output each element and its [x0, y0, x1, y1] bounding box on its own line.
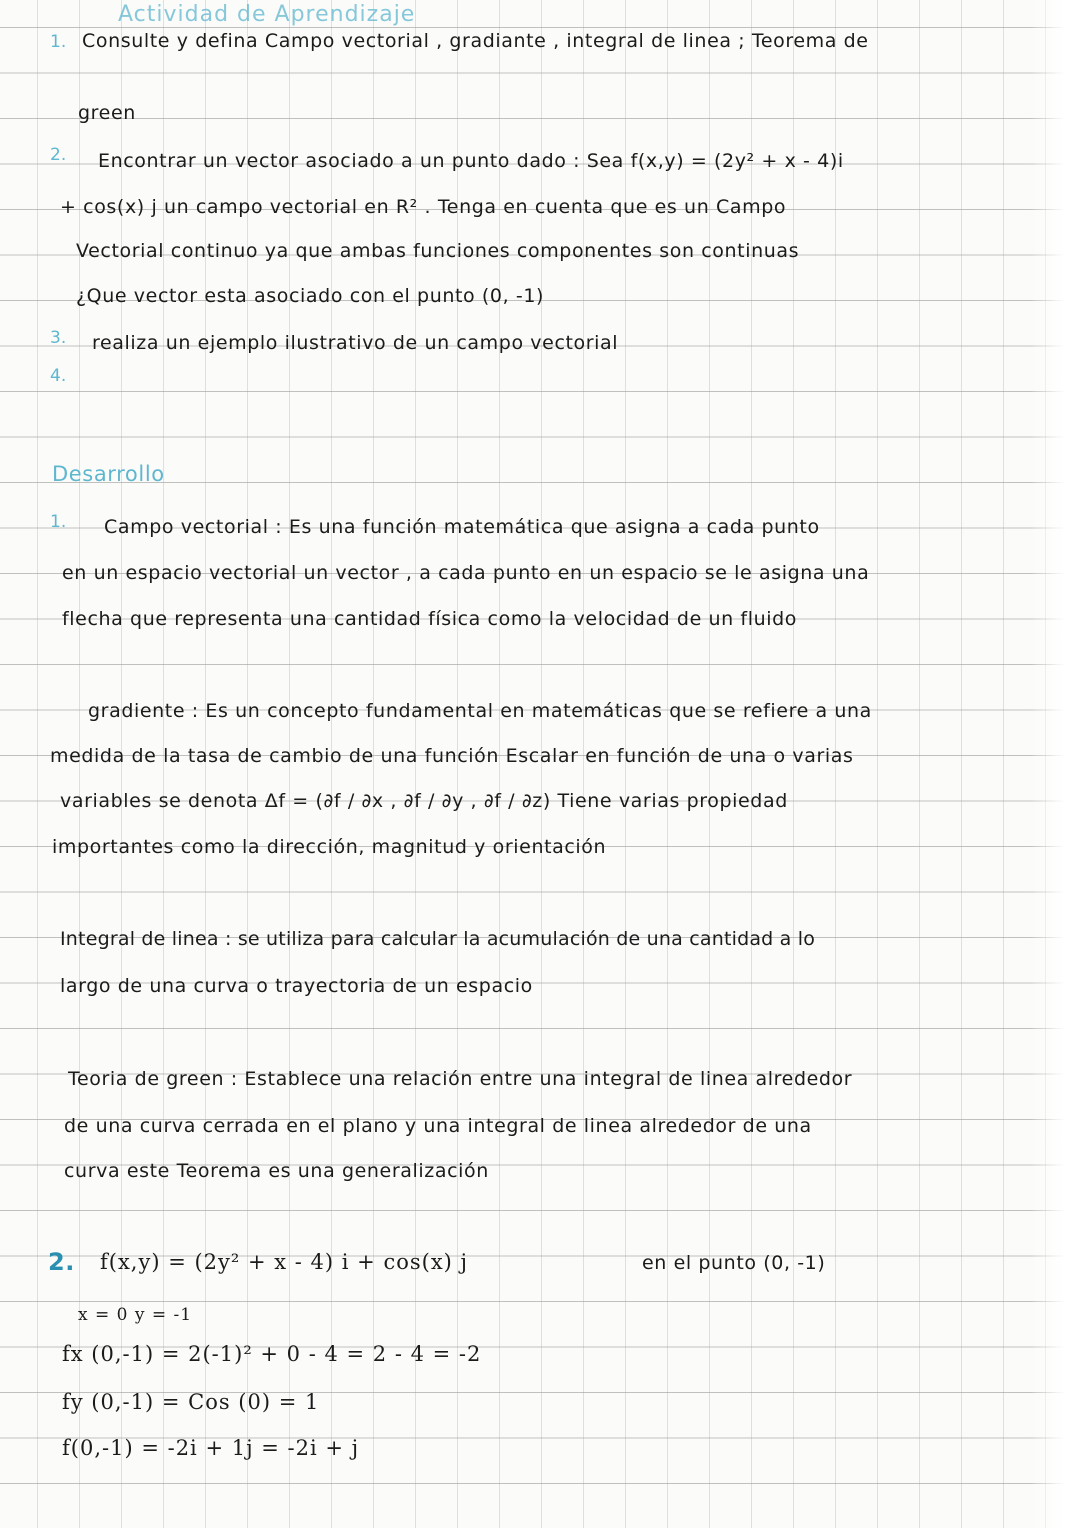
activity-item-2-line-1: Encontrar un vector asociado a un punto dado : Sea f(x,y) = (2y² + x - 4)i [98, 150, 844, 172]
activity-item-2-line-4: ¿Que vector esta asociado con el punto (0, -1) [76, 285, 545, 307]
def-integral-line-2: largo de una curva o trayectoria de un espacio [60, 975, 533, 997]
solution-number-2: 2. [48, 1248, 76, 1276]
activity-item-1-line-1: Consulte y defina Campo vectorial , gradiante , integral de linea ; Teorema de [82, 30, 869, 52]
development-item-number: 1. [50, 512, 67, 532]
item-number-2: 2. [50, 145, 67, 165]
page-edge-shadow [1030, 0, 1080, 1528]
def-integral-line-1: Integral de linea : se utiliza para calcular la acumulación de una cantidad a lo [60, 928, 816, 950]
solution-fx: fx (0,-1) = 2(-1)² + 0 - 4 = 2 - 4 = -2 [62, 1342, 482, 1366]
solution-function: f(x,y) = (2y² + x - 4) i + cos(x) j [100, 1250, 469, 1274]
activity-item-1-line-2: green [78, 102, 136, 124]
def-campo-line-2: en un espacio vectorial un vector , a cada punto en un espacio se le asigna una [62, 562, 870, 584]
def-campo-line-3: flecha que representa una cantidad física como la velocidad de un fluido [62, 608, 798, 630]
page-title: Actividad de Aprendizaje [118, 2, 416, 27]
def-gradiente-line-1: gradiente : Es un concepto fundamental en matemáticas que se refiere a una [88, 700, 872, 722]
activity-item-2-line-3: Vectorial continuo ya que ambas funciones componentes son continuas [76, 240, 800, 262]
item-number-4: 4. [50, 366, 67, 386]
def-gradiente-line-2: medida de la tasa de cambio de una función Escalar en función de una o varias [50, 745, 854, 767]
def-campo-line-1: Campo vectorial : Es una función matemática que asigna a cada punto [104, 516, 820, 538]
def-green-line-2: de una curva cerrada en el plano y una integral de linea alrededor de una [64, 1115, 812, 1137]
solution-point-label: en el punto (0, -1) [642, 1252, 826, 1274]
solution-fy: fy (0,-1) = Cos (0) = 1 [62, 1390, 320, 1414]
solution-result: f(0,-1) = -2i + 1j = -2i + j [62, 1436, 360, 1460]
def-gradiente-line-4: importantes como la dirección, magnitud y orientación [52, 836, 607, 858]
def-green-line-1: Teoria de green : Establece una relación entre una integral de linea alrededor [68, 1068, 853, 1090]
item-number-1: 1. [50, 32, 67, 52]
solution-values: x = 0 y = -1 [78, 1305, 193, 1325]
activity-item-2-line-2: + cos(x) j un campo vectorial en R² . Tenga en cuenta que es un Campo [60, 196, 787, 218]
def-green-line-3: curva este Teorema es una generalización [64, 1160, 489, 1182]
activity-item-3-line-1: realiza un ejemplo ilustrativo de un campo vectorial [92, 332, 619, 354]
def-gradiente-line-3: variables se denota Δf = (∂f / ∂x , ∂f / ∂y , ∂f / ∂z) Tiene varias propiedad [60, 790, 788, 812]
item-number-3: 3. [50, 328, 67, 348]
section-header-desarrollo: Desarrollo [52, 462, 165, 486]
